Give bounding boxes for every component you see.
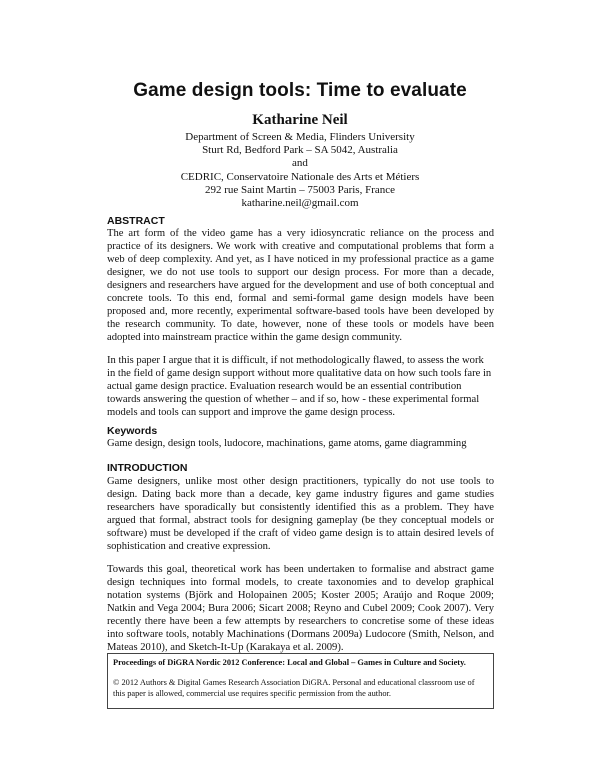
affiliation-line: CEDRIC, Conservatoire Nationale des Arts et Métiers [180, 170, 420, 183]
affiliation-line: 292 rue Saint Martin – 75003 Paris, France [204, 183, 396, 196]
abstract-heading: ABSTRACT [107, 215, 165, 227]
introduction-paragraph: Towards this goal, theoretical work has been undertaken to formalise and abstract game design techniques into formal models, to create taxonomies and to develop graphical notation systems (Björk and Holopainen 2005; Koster 2005; Araújo and Roque 2009; Natkin and Vega 2004; Bura 2006; Sicart 2008; Reyno and Cubel 2009; Cook 2007). Very recently there have been a few attempts by researchers to concretise some of these ideas into software tools, notably Machinations (Dormans 2009a) Ludocore (Smith, Nelson, and Mateas 2010), and Sketch-It-Up (Karakaya et al. 2009). [107, 564, 494, 653]
author-email: katharine.neil@gmail.com [241, 197, 359, 210]
keywords-text: Game design, design tools, ludocore, machinations, game atoms, game diagramming [107, 438, 467, 449]
author-affiliation [0, 131, 600, 210]
affiliation-line: Sturt Rd, Bedford Park – SA 5042, Australia [202, 144, 398, 157]
keywords-heading: Keywords [107, 425, 158, 437]
proceedings-note: Proceedings of DiGRA Nordic 2012 Conference: Local and Global – Games in Culture and Society. [113, 658, 466, 667]
paper-title: Game design tools: Time to evaluate [133, 80, 467, 101]
copyright-note: © 2012 Authors & Digital Games Research Association DiGRA. Personal and educational classroom use of this paper is allowed, commercial use requires specific permission from the author. [113, 678, 475, 698]
abstract-paragraph: In this paper I argue that it is difficult, if not methodologically flawed, to assess the work in the field of game design support without more qualitative data on how such tools fare in actual game design practice. Evaluation research would be an essential contribution towards answering the question of whether – and if so, how - these experimental formal models and tools can support and improve the game design process. [107, 355, 492, 418]
introduction-paragraph: Game designers, unlike most other design practitioners, typically do not use tools to design. Dating back more than a decade, key game industry figures and game studies researchers have sporadically but consistently identified this as a problem. They have argued that formal, abstract tools for designing gameplay (be they conceptual models or software) must be developed if the craft of video game design is to attain desired levels of sophistication and creative expression. [107, 476, 494, 552]
affiliation-line: Department of Screen & Media, Flinders University [185, 131, 415, 143]
proceedings-box [107, 653, 494, 709]
author-name: Katharine Neil [252, 112, 348, 128]
introduction-heading: INTRODUCTION [107, 462, 188, 474]
affiliation-line: and [292, 157, 308, 170]
abstract-paragraph: The art form of the video game has a very idiosyncratic reliance on the process and practice of its designers. We work with creative and computational problems that form a web of deep complexity. And yet, as I have noticed in my professional practice as a game designer, we do not use tools to support our design process. For more than a decade, designers and researchers have argued for the development and use of both conceptual and concrete tools. To this end, formal and semi-formal game design models have been proposed and, more recently, experimental software-based tools have been developed by the research community. To date, however, none of these tools or models have been adopted into mainstream practice within the game design community. [107, 228, 494, 343]
